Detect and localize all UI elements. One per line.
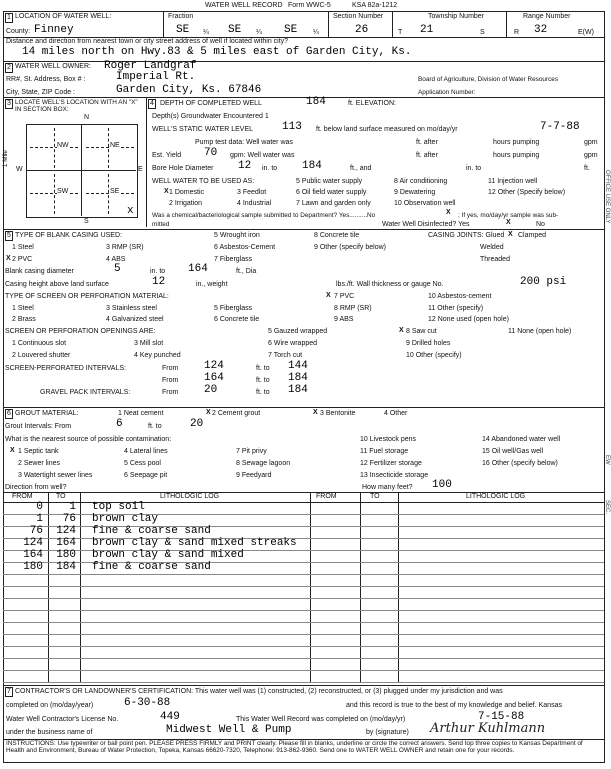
diam-to: in. to [150,268,166,275]
perf-1-from: 124 [204,360,224,372]
section-number-label: Section Number [333,13,384,20]
log-row-line [3,610,604,611]
pump-label: Pump test data: Well water was [195,139,293,146]
yield-gpm: gpm [584,152,598,159]
table-row-cell: brown clay & sand mixed streaks [92,537,297,549]
casing-4: 4 ABS [106,256,126,263]
contam-1: 1 Septic tank [18,448,59,455]
table-row-cell: 0 [36,501,43,513]
casing-5: 5 Wrought iron [214,232,260,239]
grout-2-mark: X [206,409,211,416]
compass-e: E [138,166,143,173]
contam-5: 5 Cess pool [124,460,161,467]
distance-value: 14 miles north on Hwy.83 & 5 miles east of Garden City, Ks. [22,46,412,58]
ksa-reference: KSA 82a-1212 [352,2,398,9]
record-label: This Water Well Record was completed on (mo/day/yr) [236,716,406,723]
table-row-cell: fine & coarse sand [92,525,211,537]
pump-hours: hours pumping [493,139,540,146]
completed-value: 6-30-88 [124,697,171,709]
opening-1: 1 Continuous slot [12,340,67,347]
casing-9: 9 Other (specify below) [314,244,386,251]
quadrant-ne: NE [110,142,120,149]
table-row-cell: 164 [23,549,43,561]
perf-from-2: From [162,377,179,384]
perf-label: SCREEN-PERFORATED INTERVALS: [5,365,126,372]
location-mark: x [127,205,134,217]
use-2: 2 Irrigation [169,200,203,207]
instructions: INSTRUCTIONS: Use typewriter or ball point pen. PLEASE PRESS FIRMLY and PRINT clearly. Please fill in blanks, underline or circle the correct answers. Send top three copies to Kansas Department of Health and Environment, Bureau of Water Protection, Topeka, Kansas 66620-7320, Telephone: 913-862-9360. Send one to WATER WELL OWNER and retain one for your records. [6,740,583,754]
disinfected-mark: X [506,219,511,226]
range-ew: E(W) [578,29,594,36]
bore-tail: ft., and [350,165,372,172]
sec1-label: LOCATION OF WATER WELL: [15,13,112,20]
bore-to: in. to [262,165,278,172]
city-value: Garden City, Ks. 67846 [116,84,262,96]
use-9: 9 Dewatering [394,189,436,196]
section-6-number: 6 [5,409,13,419]
bore-value: 12 [238,160,252,172]
log-title-2: LITHOLOGIC LOG [466,493,526,500]
log-row-line [3,670,604,671]
county-label: County: [6,28,31,35]
section-2-number: 2 [5,63,13,73]
quarter-3: ¼ [313,29,319,36]
locate-label: LOCATE WELL'S LOCATION WITH AN "X" IN SECTION BOX: [15,99,138,113]
table-row-cell: 1 [69,501,76,513]
screen-12: 12 None used (open hole) [428,316,509,323]
screen-6: 6 Concrete tile [214,316,260,323]
contam-13: 13 Insecticide storage [360,472,429,479]
grout-3: 3 Bentonite [320,410,356,417]
township-value: 21 [420,24,434,36]
use-10: 10 Observation well [394,200,456,207]
range-number-label: Range Number [523,13,571,20]
board-label: Board of Agriculture, Division of Water Resources [418,76,559,83]
township-t: T [398,29,403,36]
perf-to-2: ft. to [256,377,270,384]
static-value: 113 [282,121,302,133]
grout-to-value: 20 [190,418,204,430]
opening-8-mark: X [399,327,404,334]
direction-label: Direction from well? [5,484,67,491]
application-label: Application Number: [418,89,476,96]
distance-label: Distance and direction from nearest town or city street address of well if located within city? [6,38,289,45]
yield-value: 70 [204,147,218,159]
log-row-line [3,634,604,635]
howmany-label: How many feet? [362,484,413,491]
cert-line-2-tail: and this record is true to the best of my knowledge and belief. Kansas [346,702,562,709]
log-row-line [3,574,604,575]
office-use-margin: OFFICE USE ONLY [604,170,610,224]
license-label: Water Well Contractor's License No. [6,716,119,723]
log-to-header: TO [56,493,66,500]
county-value: Finney [34,24,74,36]
casing-1: 1 Steel [12,244,34,251]
gravel-to: ft. to [256,389,270,396]
record-date: 7-15-88 [478,711,525,723]
section-4-number: 4 [148,99,156,109]
casing-2: 2 PVC [12,256,33,263]
use-7: 7 Lawn and garden only [296,200,371,207]
casing-3: 3 RMP (SR) [106,244,144,251]
compass-s: S [84,218,89,225]
static-label: WELL'S STATIC WATER LEVEL [152,126,254,133]
static-date: 7-7-88 [540,121,580,133]
use-11: 11 Injection well [488,178,538,185]
signature: Arthur Kuhlmann [430,721,546,736]
perf-2-to: 184 [288,372,308,384]
joints-welded: Welded [480,244,504,251]
table-row-cell: 124 [56,525,76,537]
diam-label: Blank casing diameter [5,268,74,275]
use-8: 8 Air conditioning [394,178,448,185]
grout-3-mark: X [313,409,318,416]
opening-10: 10 Other (specify) [406,352,462,359]
bore-ft: ft. [584,165,590,172]
contam-12: 12 Fertilizer storage [360,460,422,467]
use-12: 12 Other (Specify below) [488,189,566,196]
screen-7-mark: X [326,292,331,299]
yield-unit: gpm: Well water was [230,152,295,159]
static-tail: ft. below land surface measured on mo/day/yr [316,126,458,133]
use-4: 4 Industrial [237,200,272,207]
license-value: 449 [160,711,180,723]
contam-6: 6 Seepage pit [124,472,168,479]
openings-label: SCREEN OR PERFORATION OPENINGS ARE: [5,328,156,335]
opening-2: 2 Louvered shutter [12,352,71,359]
table-row-cell: 164 [56,537,76,549]
gravel-1-from: 20 [204,384,218,396]
table-row-cell: 76 [62,513,76,525]
grout-2: 2 Cement grout [212,410,261,417]
table-row-cell: top soil [92,501,145,513]
gravel-1-to: 184 [288,384,308,396]
log-row-line [3,586,604,587]
sec-margin: SEC. [604,500,610,515]
perf-1-to: 144 [288,360,308,372]
gravel-label: GRAVEL PACK INTERVALS: [40,389,131,396]
use-6: 6 Oil field water supply [296,189,367,196]
section-value: 26 [355,24,369,36]
howmany-value: 100 [432,479,452,491]
fraction-3: SE [284,24,298,36]
township-number-label: Township Number [428,13,485,20]
use-1-mark: X [164,188,169,195]
log-row-line [3,682,604,683]
height-value: 12 [152,276,166,288]
table-row-cell: 1 [36,513,43,525]
screen-1: 1 Steel [12,305,34,312]
height-weight: in., weight [196,281,228,288]
perf-from-1: From [162,365,179,372]
contam-11: 11 Fuel storage [360,448,409,455]
ew-margin: EW [604,455,610,465]
chem-question: Was a chemical/bacteriological sample submitted to Department? Yes..........No [152,212,376,219]
section-7-number: 7 [5,687,13,697]
perf-to-1: ft. to [256,365,270,372]
contam-14: 14 Abandoned water well [482,436,561,443]
disinfected-no: No [536,221,545,228]
opening-9: 9 Drilled holes [406,340,451,347]
table-row-cell: 180 [23,561,43,573]
yield-label: Est. Yield [152,152,182,159]
contam-label: What is the nearest source of possible contamination: [5,436,172,443]
pump-ft-after: ft. after [416,139,438,146]
contam-15: 15 Oil well/Gas well [482,448,544,455]
perf-2-from: 164 [204,372,224,384]
depth-value: 184 [306,96,326,108]
range-r: R [514,29,520,36]
casing-label: TYPE OF BLANK CASING USED: [15,232,122,239]
compass-w: W [16,166,23,173]
gauge-value: 200 psi [520,276,567,288]
mile-label: 1 Mile [2,150,9,168]
depth-label: DEPTH OF COMPLETED WELL [160,100,262,107]
joints-clamped: Clamped [518,232,547,239]
joints-mark: X [508,231,513,238]
log-row-line [3,598,604,599]
elevation-label: ft. ELEVATION: [348,100,396,107]
grout-from: 6 [116,418,123,430]
grout-label: GROUT MATERIAL: [15,410,79,417]
pump-gpm: gpm [584,139,598,146]
quarter-2: ¼ [256,29,262,36]
gravel-from: From [162,389,179,396]
opening-11: 11 None (open hole) [508,328,572,335]
address-label: RR#, St. Address, Box # : [6,76,86,83]
section-1-number: 1 [5,13,13,23]
height-label: Casing height above land surface [5,281,109,288]
business-label: under the business name of [6,729,93,736]
contam-9: 9 Feedyard [236,472,272,479]
range-value: 32 [534,24,548,36]
log-column-divider [398,492,399,682]
grout-1: 1 Neat cement [118,410,164,417]
screen-3: 3 Stainless steel [106,305,157,312]
screen-label: TYPE OF SCREEN OR PERFORATION MATERIAL: [5,293,169,300]
quadrant-se: SE [110,188,120,195]
casing-6: 6 Asbestos-Cement [214,244,276,251]
log-title: LITHOLOGIC LOG [160,493,220,500]
quarter-1: ¼ [203,29,209,36]
business-value: Midwest Well & Pump [166,724,292,736]
section-5-number: 5 [5,231,13,241]
log-row-line [3,658,604,659]
diam-value: 5 [114,263,121,275]
compass-n: N [84,114,90,121]
log-from-header-2: FROM [316,493,337,500]
township-s: S [480,29,485,36]
quadrant-sw: SW [57,188,69,195]
opening-7: 7 Torch cut [268,352,303,359]
table-row-cell: 184 [56,561,76,573]
bore-label: Bore Hole Diameter [152,165,214,172]
contam-3: 3 Watertight sewer lines [18,472,93,479]
opening-4: 4 Key punched [134,352,181,359]
quadrant-nw: NW [57,142,69,149]
signature-by: by (signature) [366,729,409,736]
diam-dia: ft., Dia [236,268,257,275]
casing-8: 8 Concrete tile [314,232,360,239]
use-3: 3 Feedlot [237,189,267,196]
joints-label: CASING JOINTS: Glued [428,232,505,239]
fraction-1: SE [176,24,190,36]
screen-4: 4 Galvanized steel [106,316,164,323]
cert-line-1: CONTRACTOR'S OR LANDOWNER'S CERTIFICATION: This water well was (1) constructed, (2) reconstructed, or (3) plugged under my jurisdiction and was [15,688,503,695]
log-from-header: FROM [12,493,33,500]
screen-2: 2 Brass [12,316,36,323]
contam-10: 10 Livestock pens [360,436,417,443]
contam-1-mark: X [10,447,15,454]
grout-to: ft. to [148,423,162,430]
table-row-cell: 76 [29,525,43,537]
contam-16: 16 Other (specify below) [482,460,558,467]
chem-no-mark: X [446,209,451,216]
log-column-divider [310,492,311,682]
fraction-2: SE [228,24,242,36]
use-1: 1 Domestic [169,189,205,196]
yield-hours: hours pumping [493,152,540,159]
screen-10: 10 Asbestos-cement [428,293,492,300]
log-column-divider [80,492,81,682]
casing-7: 7 Fiberglass [214,256,253,263]
groundwater-label: Depth(s) Groundwater Encountered 1 [152,113,269,120]
table-row-cell: brown clay & sand mixed [92,549,244,561]
use-5: 5 Public water supply [296,178,363,185]
screen-9: 9 ABS [334,316,354,323]
screen-11: 11 Other (specify) [428,305,484,312]
contam-8: 8 Sewage lagoon [236,460,291,467]
joints-threaded: Threaded [480,256,510,263]
contam-4: 4 Lateral lines [124,448,168,455]
log-row-line [3,646,604,647]
owner-label: WATER WELL OWNER: [15,63,91,70]
address-value: Imperial Rt. [116,71,196,83]
screen-7: 7 PVC [334,293,355,300]
diam-depth: 164 [188,263,208,275]
bore-depth: 184 [302,160,322,172]
table-row-cell: fine & coarse sand [92,561,211,573]
grout-interval-label: Grout Intervals: From [5,423,72,430]
yield-ft-after: ft. after [416,152,438,159]
grout-4: 4 Other [384,410,408,417]
table-row-cell: 124 [23,537,43,549]
fraction-label: Fraction [168,13,194,20]
opening-3: 3 Mill slot [134,340,164,347]
owner-value: Roger Landgraf [104,60,197,72]
form-title: WATER WELL RECORD [205,2,283,9]
opening-8: 8 Saw cut [406,328,437,335]
bore-in-to: in. to [466,165,482,172]
log-row-line [3,622,604,623]
mitted-label: mitted [152,221,170,228]
contam-2: 2 Sewer lines [18,460,61,467]
table-row-cell: brown clay [92,513,159,525]
contam-7: 7 Pit privy [236,448,267,455]
section-box[interactable] [26,124,138,218]
log-column-divider [360,492,361,682]
chem-tail: ; If yes, mo/day/yr sample was sub- [458,212,559,219]
completed-label: completed on (mo/day/year) [6,702,94,709]
disinfected-label: Water Well Disinfected? Yes [382,221,470,228]
opening-6: 6 Wire wrapped [268,340,318,347]
screen-8: 8 RMP (SR) [334,305,372,312]
section-3-number: 3 [5,99,13,109]
height-lbs: lbs./ft. Wall thickness or gauge No. [336,281,444,288]
form-number: Form WWC-5 [288,2,331,9]
log-to-header-2: TO [370,493,380,500]
opening-5: 5 Gauzed wrapped [268,328,328,335]
use-label: WELL WATER TO BE USED AS: [152,178,255,185]
table-row-cell: 180 [56,549,76,561]
city-label: City, State, ZIP Code : [6,89,75,96]
casing-2-mark: X [6,255,11,262]
screen-5: 5 Fiberglass [214,305,253,312]
